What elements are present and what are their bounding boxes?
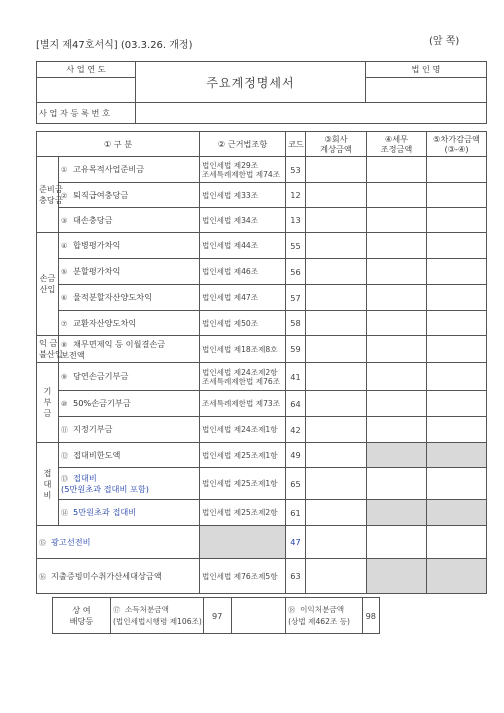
table-row (37, 336, 487, 363)
table-row (37, 233, 487, 259)
shaded-cell (367, 443, 427, 468)
row-law: 법인세법 제44조 (200, 233, 286, 259)
col-header-net-amount: ⑤차가감금액 (③-④) (427, 132, 487, 157)
row-code: 58 (286, 311, 306, 336)
row-label: ⑪ 지정기부금 (59, 417, 200, 443)
table-row (37, 183, 487, 208)
amount-cell[interactable] (427, 157, 487, 183)
amount-cell[interactable] (427, 183, 487, 208)
table-row (37, 526, 487, 559)
amount-cell[interactable] (427, 233, 487, 259)
amount-cell[interactable] (306, 233, 367, 259)
amount-cell[interactable] (367, 336, 427, 363)
table-row (37, 363, 487, 391)
amount-cell[interactable] (306, 259, 367, 285)
row-label: ⑨ 당연손금기부금 (59, 363, 200, 391)
table-row (37, 468, 487, 500)
table-row (37, 259, 487, 285)
shaded-cell (427, 500, 487, 526)
amount-cell[interactable] (367, 311, 427, 336)
amount-cell[interactable] (306, 311, 367, 336)
row-law: 법인세법 제24조제2항 조세특례제한법 제76조 (200, 363, 286, 391)
amount-cell[interactable] (306, 500, 367, 526)
row-law: 법인세법 제18조제8호 (200, 336, 286, 363)
row-code: 61 (286, 500, 306, 526)
row-code: 47 (286, 526, 306, 559)
amount-cell[interactable] (427, 417, 487, 443)
amount-cell[interactable] (367, 259, 427, 285)
header-table (36, 61, 487, 124)
row-code: 64 (286, 391, 306, 417)
table-row (37, 500, 487, 526)
group-label-deduction: 손금 산입 (37, 233, 59, 336)
row-label: ④ 합병평가차익 (59, 233, 200, 259)
amount-cell[interactable] (427, 208, 487, 233)
row-law: 법인세법 제34조 (200, 208, 286, 233)
corp-name-field[interactable] (366, 78, 487, 103)
form-header: [별지 제47호서식] (03.3.26. 개정) (36, 40, 193, 51)
row-code: 63 (286, 559, 306, 594)
row-label: ⑥ 물적분할자산양도차익 (59, 285, 200, 311)
row-label: ③ 대손충당금 (59, 208, 200, 233)
row-code: 55 (286, 233, 306, 259)
amount-cell[interactable] (427, 259, 487, 285)
table-row (37, 208, 487, 233)
row-label: ⑯ 지출증빙미수취가산세대상금액 (37, 559, 200, 594)
amount-cell[interactable] (367, 208, 427, 233)
income-disposal-amount[interactable] (231, 598, 286, 634)
bonus-dividend-table (52, 597, 380, 634)
col-header-code: 코드 (286, 132, 306, 157)
row-law: 법인세법 제25조제1항 (200, 468, 286, 500)
shaded-cell (367, 500, 427, 526)
row-law: 법인세법 제50조 (200, 311, 286, 336)
shaded-cell (427, 559, 487, 594)
amount-cell[interactable] (367, 391, 427, 417)
amount-cell[interactable] (367, 468, 427, 500)
amount-cell[interactable] (367, 183, 427, 208)
row-label: ② 퇴직급여충당금 (59, 183, 200, 208)
row-law: 법인세법 제24조제1항 (200, 417, 286, 443)
row-law: 법인세법 제47조 (200, 285, 286, 311)
shaded-cell (367, 559, 427, 594)
group-label-reserve: 준비금 충당금 (37, 157, 59, 233)
period-field[interactable] (37, 78, 136, 103)
profit-disposal-label: ⑱ 이익처분금액 (상법 제462조 등) (286, 598, 363, 634)
row-code: 13 (286, 208, 306, 233)
row-law: 법인세법 제46조 (200, 259, 286, 285)
row-label: ⑮ 광고선전비 (37, 526, 200, 559)
row-code: 53 (286, 157, 306, 183)
row-code: 65 (286, 468, 306, 500)
amount-cell[interactable] (427, 311, 487, 336)
amount-cell[interactable] (306, 336, 367, 363)
row-code: 56 (286, 259, 306, 285)
row-code: 42 (286, 417, 306, 443)
group-label-donation: 기 부 금 (37, 363, 59, 443)
row-law: 법인세법 제29조 조세특례제한법 제74조 (200, 157, 286, 183)
row-label: ⑬ 접대비 (5만원초과 접대비 포함) (59, 468, 200, 500)
row-label: ⑧ 채무면제익 등 이월결손금 보전액 (59, 336, 200, 363)
amount-cell[interactable] (306, 559, 367, 594)
amount-cell[interactable] (427, 336, 487, 363)
amount-cell[interactable] (367, 285, 427, 311)
amount-cell[interactable] (306, 417, 367, 443)
row-code: 49 (286, 443, 306, 468)
table-row (37, 443, 487, 468)
amount-cell[interactable] (306, 391, 367, 417)
amount-cell[interactable] (427, 526, 487, 559)
amount-cell[interactable] (367, 526, 427, 559)
period-label: 사 업 연 도 (37, 62, 136, 78)
page-title: 주요계정명세서 (136, 62, 366, 103)
amount-cell[interactable] (427, 391, 487, 417)
amount-cell[interactable] (306, 208, 367, 233)
row-label: ⑩ 50%손금기부금 (59, 391, 200, 417)
table-row (37, 391, 487, 417)
shaded-cell (427, 443, 487, 468)
amount-cell[interactable] (427, 468, 487, 500)
income-disposal-code: 97 (203, 598, 231, 634)
row-law: 법인세법 제33조 (200, 183, 286, 208)
row-code: 57 (286, 285, 306, 311)
row-law: 법인세법 제25조제1항 (200, 443, 286, 468)
table-row (37, 417, 487, 443)
table-row (37, 157, 487, 183)
row-label: ⑭ 5만원초과 접대비 (59, 500, 200, 526)
amount-cell[interactable] (306, 285, 367, 311)
table-row (37, 559, 487, 594)
col-header-category: ① 구 분 (37, 132, 200, 157)
group-label-entertainment: 접 대 비 (37, 443, 59, 526)
table-row (37, 285, 487, 311)
col-header-law: ② 근거법조항 (200, 132, 286, 157)
row-label: ⑦ 교환자산양도차익 (59, 311, 200, 336)
amount-cell[interactable] (427, 285, 487, 311)
corp-name-label: 법 인 명 (366, 62, 487, 78)
main-table (36, 131, 487, 594)
col-header-company-amount: ③회사 계상금액 (306, 132, 367, 157)
bonus-dividend-label: 상 여 배당등 (53, 598, 111, 634)
amount-cell[interactable] (367, 233, 427, 259)
amount-cell[interactable] (306, 157, 367, 183)
column-header-row (37, 132, 487, 157)
row-label: ⑤ 분할평가차익 (59, 259, 200, 285)
profit-disposal-code: 98 (362, 598, 379, 634)
bizno-field[interactable] (136, 103, 487, 124)
row-law: 법인세법 제76조제5항 (200, 559, 286, 594)
row-code: 41 (286, 363, 306, 391)
amount-cell[interactable] (306, 363, 367, 391)
amount-cell[interactable] (306, 468, 367, 500)
amount-cell[interactable] (367, 363, 427, 391)
amount-cell[interactable] (306, 183, 367, 208)
bizno-label: 사 업 자 등 록 번 호 (37, 103, 136, 124)
amount-cell[interactable] (306, 526, 367, 559)
table-row (37, 311, 487, 336)
row-code: 59 (286, 336, 306, 363)
amount-cell[interactable] (367, 157, 427, 183)
amount-cell[interactable] (306, 443, 367, 468)
row-law (200, 526, 286, 559)
row-law: 조세특례제한법 제73조 (200, 391, 286, 417)
row-law: 법인세법 제25조제2항 (200, 500, 286, 526)
group-label-exclusion: 익 금 불산입 (37, 336, 59, 363)
amount-cell[interactable] (367, 417, 427, 443)
row-label: ⑫ 접대비한도액 (59, 443, 200, 468)
col-header-tax-adjust: ④세무 조정금액 (367, 132, 427, 157)
row-code: 12 (286, 183, 306, 208)
income-disposal-label: ⑰ 소득처분금액 (법인세법시행령 제106조) (110, 598, 203, 634)
page-side: (앞 쪽) (429, 36, 460, 47)
row-label: ① 고유목적사업준비금 (59, 157, 200, 183)
amount-cell[interactable] (427, 363, 487, 391)
